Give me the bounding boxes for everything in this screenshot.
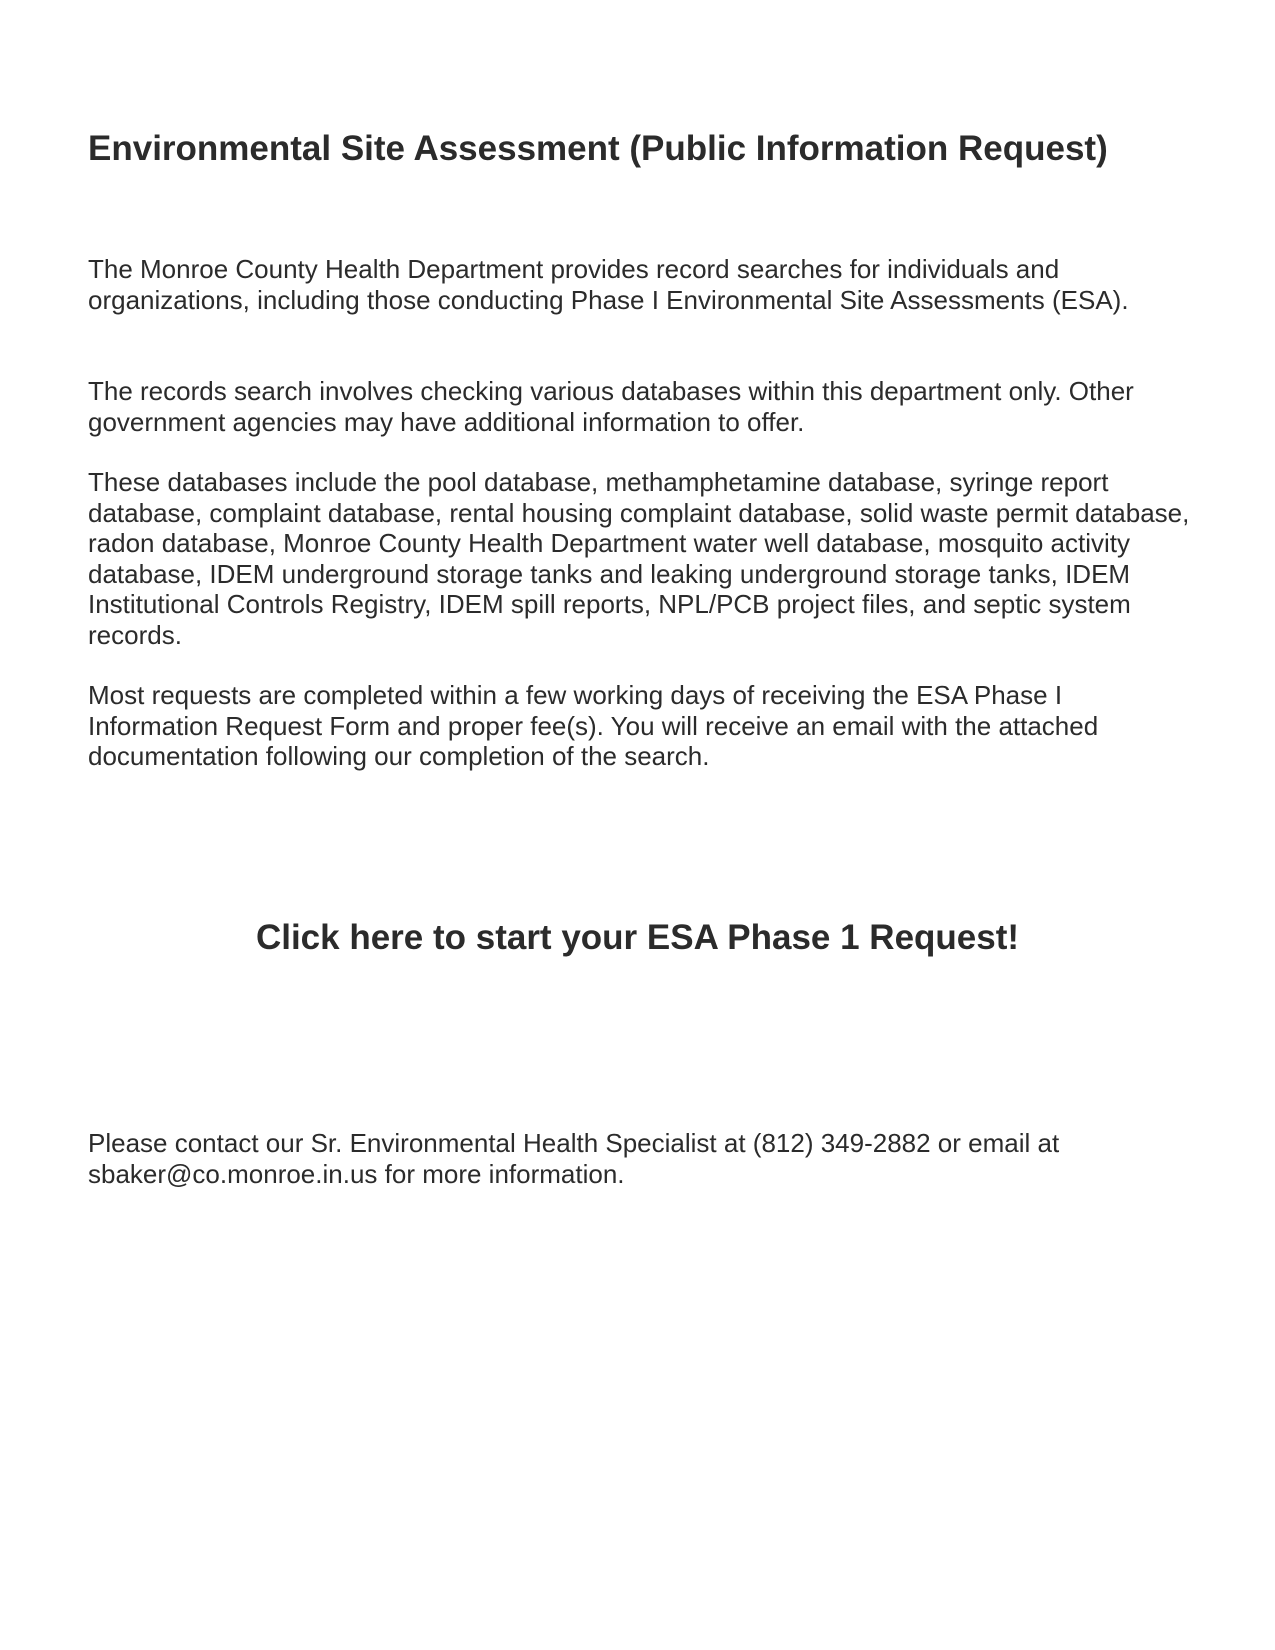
contact-paragraph: Please contact our Sr. Environmental Health Specialist at (812) 349-2882 or email at sbaker@co.monroe.in.us for more information.	[88, 1128, 1060, 1189]
start-request-link[interactable]: Click here to start your ESA Phase 1 Request!	[255, 918, 1020, 957]
timing-paragraph: Most requests are completed within a few working days of receiving the ESA Phase I Information Request Form and proper fee(s). You will receive an email with the attached documentation following our completion of the search.	[88, 680, 1099, 771]
scope-paragraph: The records search involves checking various databases within this department only. Other government agencies may have additional information to offer.	[88, 376, 1134, 437]
page-title: Environmental Site Assessment (Public Information Request)	[88, 129, 1108, 168]
intro-paragraph: The Monroe County Health Department provides record searches for individuals and organizations, including those conducting Phase I Environmental Site Assessments (ESA).	[88, 254, 1129, 315]
databases-paragraph: These databases include the pool database, methamphetamine database, syringe report database, complaint database, rental housing complaint database, solid waste permit database, radon database, Monroe County Health Department water well database, mosquito activity database, IDEM underground storage tanks and leaking underground storage tanks, IDEM Institutional Controls Registry, IDEM spill reports, NPL/PCB project files, and septic system records.	[88, 467, 1190, 650]
